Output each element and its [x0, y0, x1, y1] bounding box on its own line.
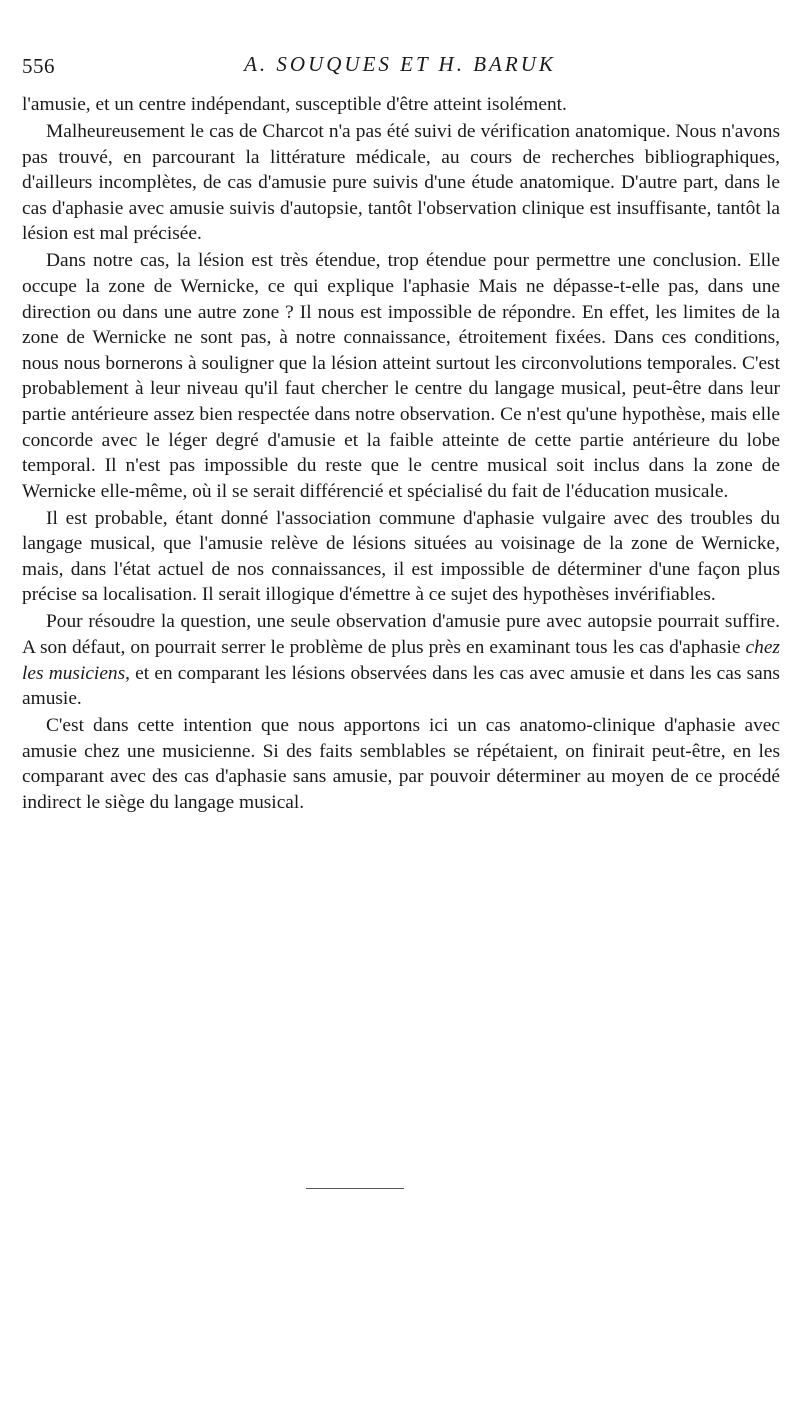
paragraph-6 [22, 713, 780, 815]
paragraph-text: Dans notre cas, la lésion est très étendue, trop étendue pour permettre une conclusion. Elle occupe la zone de Wernicke, ce qui explique l'aphasie Mais ne dépasse-t-elle pas, dans une direction ou dans une autre zone ? Il nous est impossible de répondre. En effet, les limites de la zone de Wernicke ne sont pas, à notre connaissance, étroitement fixées. Dans ces conditions, nous nous bornerons à souligner que la lésion atteint surtout les circonvolutions temporales. C'est probablement à leur niveau qu'il faut chercher le centre du langage musical, peut-être dans leur partie antérieure assez bien respectée dans notre observation. Ce n'est qu'une hypothèse, mais elle concorde avec le léger degré d'amusie et la faible atteinte de cette partie antérieure du lobe temporal. Il n'est pas impossible du reste que le centre musical soit inclus dans la zone de Wernicke elle-même, où il se serait différencié et spécialisé du fait de l'éducation musicale. [22, 250, 780, 502]
paragraph-text-end: , et en comparant les lésions observées dans les cas avec amusie et dans les cas sans amusie. [22, 662, 780, 710]
page-header [22, 52, 778, 82]
paragraph-1 [22, 92, 780, 118]
paragraph-text: l'amusie, et un centre indépendant, susceptible d'être atteint isolément. [22, 94, 567, 115]
paragraph-3 [22, 248, 780, 504]
paragraph-4 [22, 506, 780, 608]
paragraph-text: Malheureusement le cas de Charcot n'a pas été suivi de vérification anatomique. Nous n'avons pas trouvé, en parcourant la littérature médicale, au cours de recherches bibliographiques, d'ailleurs incomplètes, de cas d'amusie pure suivis d'une étude anatomique. D'autre part, dans le cas d'aphasie avec amusie suivis d'autopsie, tantôt l'observation clinique est insuffisante, tantôt la lésion est mal précisée. [22, 120, 780, 245]
paragraph-text: C'est dans cette intention que nous apportons ici un cas anatomo-clinique d'aphasie avec amusie chez une musicienne. Si des faits semblables se répétaient, on finirait peut-être, en les comparant avec des cas d'aphasie sans amusie, par pouvoir déterminer au moyen de ce procédé indirect le siège du langage musical. [22, 715, 780, 813]
paragraph-2 [22, 119, 780, 247]
body-text [22, 92, 780, 817]
end-rule [306, 1188, 404, 1189]
italic-phrase: chez les musiciens [22, 637, 780, 684]
running-head: A. SOUQUES ET H. BARUK [244, 52, 556, 76]
page-number: 556 [22, 54, 55, 78]
paragraph-text: Pour résoudre la question, une seule observation d'amusie pure avec autopsie pourrait suffire. A son défaut, on pourrait serrer le problème de plus près en examinant tous les cas d'aphasie [22, 611, 780, 659]
paragraph-5 [22, 609, 780, 711]
paragraph-text: Il est probable, étant donné l'association commune d'aphasie vulgaire avec des troubles du langage musical, que l'amusie relève de lésions situées au voisinage de la zone de Wernicke, mais, dans l'état actuel de nos connaissances, il est impossible de déterminer d'une façon plus précise sa localisation. Il serait illogique d'émettre à ce sujet des hypothèses invérifiables. [22, 507, 780, 606]
